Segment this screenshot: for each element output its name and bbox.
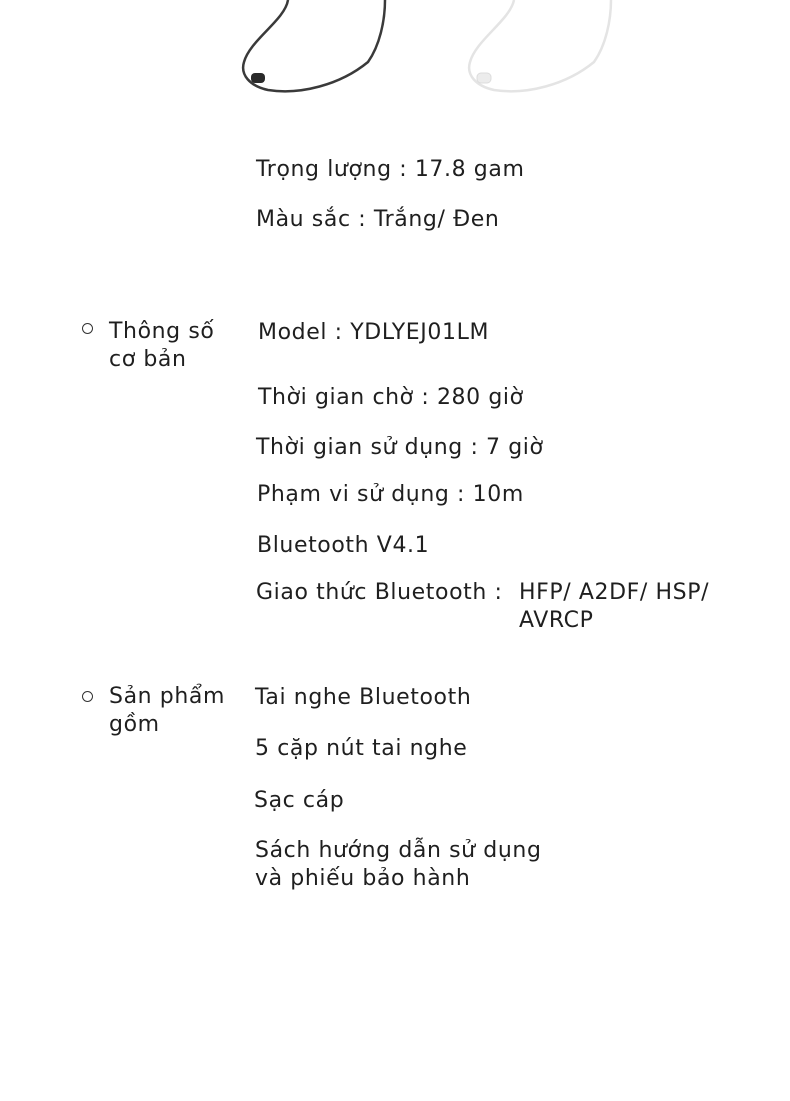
spec-bluetooth-protocol — [256, 579, 710, 633]
white-earphone-cable — [469, 0, 611, 91]
spec-weight: Trọng lượng : 17.8 gam — [256, 157, 525, 182]
section-title-basic-specs: Thông số cơ bản — [109, 319, 215, 372]
spec-usage-time: Thời gian sử dụng : 7 giờ — [256, 435, 544, 460]
package-item: 5 cặp nút tai nghe — [255, 736, 468, 761]
earphones-image — [0, 0, 790, 110]
package-item: Tai nghe Bluetooth — [255, 685, 472, 710]
spec-range: Phạm vi sử dụng : 10m — [257, 482, 524, 507]
black-earphone-cable — [243, 0, 385, 91]
spec-standby-time: Thời gian chờ : 280 giờ — [258, 385, 524, 410]
protocol-value: HFP/ A2DF/ HSP/ AVRCP — [519, 580, 710, 633]
bullet-circle-icon — [82, 691, 93, 702]
bullet-circle-icon — [82, 323, 93, 334]
package-item: Sách hướng dẫn sử dụng và phiếu bảo hành — [255, 838, 542, 891]
spec-color: Màu sắc : Trắng/ Đen — [256, 207, 500, 232]
package-item: Sạc cáp — [254, 788, 345, 813]
spec-model: Model : YDLYEJ01LM — [258, 320, 490, 345]
spec-bluetooth-version: Bluetooth V4.1 — [257, 533, 430, 558]
section-title-package: Sản phẩm gồm — [109, 684, 226, 737]
protocol-label: Giao thức Bluetooth : — [256, 580, 503, 605]
